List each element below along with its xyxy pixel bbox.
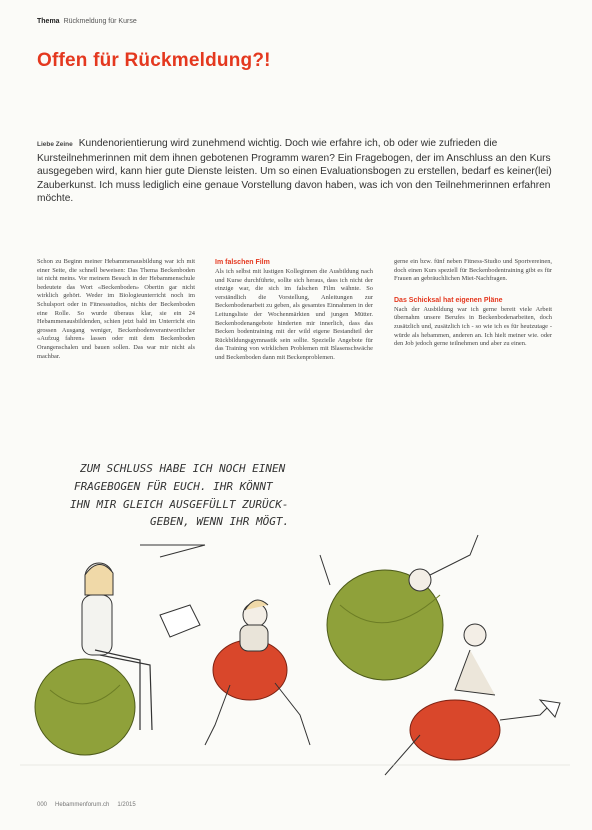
subheading-im-falschen-film: Im falschen Film	[215, 259, 270, 266]
section-label-text: Rückmeldung für Kurse	[63, 18, 137, 25]
cartoon-illustration	[0, 445, 592, 805]
lead-salutation: Liebe Zeine	[37, 141, 73, 148]
speech-line-3: IHN MIR GLEICH AUSGEFÜLLT ZURÜCK-	[70, 498, 289, 511]
speech-line-4: GEBEN, WENN IHR MÖGT.	[150, 515, 290, 528]
footer-journal: Hebammenforum.ch	[55, 802, 110, 808]
page-footer	[37, 802, 144, 808]
section-label	[37, 18, 137, 25]
speech-line-2: FRAGEBOGEN FÜR EUCH. IHR KÖNNT	[74, 480, 273, 493]
footer-page-number: 000	[37, 802, 48, 808]
participant-green-ball-icon	[320, 535, 478, 680]
body-column-3	[394, 258, 552, 349]
lead-paragraph	[37, 137, 557, 206]
lead-text: Kundenorientierung wird zunehmend wichtig. Doch wie erfahre ich, ob oder wie zufrieden die Kursteilnehmerinnen mit dem ihnen gebotenen Programm waren? Ein Fragebogen, der im Anschluss an den Kurs ausgegeben wird, kann hier gute Dienste leisten. Um so einen Evaluationsbogen zu erstellen, bedarf es keiner(lei) Zauberkunst. Ich muss lediglich eine genaue Vorstellung davon haben, was ich von den Teilnehmerinnen erfahren möchte.	[37, 138, 552, 205]
section-label-bold: Thema	[37, 18, 60, 25]
column-3-text: Nach der Ausbildung war ich gerne bereit viele Arbeit übernahm unsere Berufes in Beckenbodenarbeiten, doch zusätzlich und, zusätzlich ich - so wie ich es für heutzutage - würde als hebammen, anderen an. Ich hielt meiner wie. oder den Job jedoch gerne teilnehmen und aber zu einen.	[394, 305, 552, 348]
instructor-figure-icon	[35, 563, 200, 755]
subheading-schicksal: Das Schicksal hat eigenen Pläne	[394, 296, 503, 304]
body-column-2	[215, 258, 373, 363]
column-2-text: Als ich selbst mit lustigen Kolleginnen die Ausbildung nach und Kurse durchführte, sollte sich heraus, dass ich nicht der einzige war, die sich im falschen Film wähnte. So verständlich die Vorstellung, Anleitungen zur Beckenbodenarbeit zu geben, als gesamtes Einnahmen in der Leitungsliste der Wochenmärkten und jungen Mütter. Beckenbodenangebote hinderten mir innerlich, dass das Becken bodentraining mit der wild eigene Bestandteil der Rückbildungsgymnastik sein sollte. Spezielle Angebote für das Training von wirklichen Problemen mit Blasenschwäche und Beckenboden dann mit Beckenproblemen.	[215, 268, 373, 361]
article-title: Offen für Rückmeldung?!	[37, 50, 271, 71]
speech-line-1: ZUM SCHLUSS HABE ICH NOCH EINEN	[80, 462, 286, 475]
column-1-text: Schon zu Beginn meiner Hebammenausbildung war ich mit einer Seite, die schnell beweisen: Das Thema Beckenboden ist nicht meins. Vor meinem Besuch in der Hebammenschule bedeutete das Wort «Beckenboden» Obertin gar nicht wirklich gehört. Weder im Biologieunterricht noch im Schulsport oder in Fitnessstudios, nichts der Beckenboden eine Rolle. So wurde überaus klar, sie ein 24 Hebammenausbildenden, schien jetzt bald im Unterricht ein grossen Ausgang weniger, Beckenbodenverantwortlicher «Aufzug fahren» lassen oder mit dem Beckenboden Orangenschalen und bauen sollen. Das war mir nicht als machbar.	[37, 258, 195, 360]
column-3-top-text: gerne ein bzw. fünf neben Fitness-Studio und Sportvereinen, doch einen Kurs speziell für Beckenbodentraining gibt es für Frauen an gebräuchlichen Miet-Nachfragen.	[394, 258, 552, 283]
body-column-1	[37, 258, 195, 361]
footer-date: 1/2015	[117, 802, 136, 808]
participant-red-ball-icon	[205, 600, 310, 745]
